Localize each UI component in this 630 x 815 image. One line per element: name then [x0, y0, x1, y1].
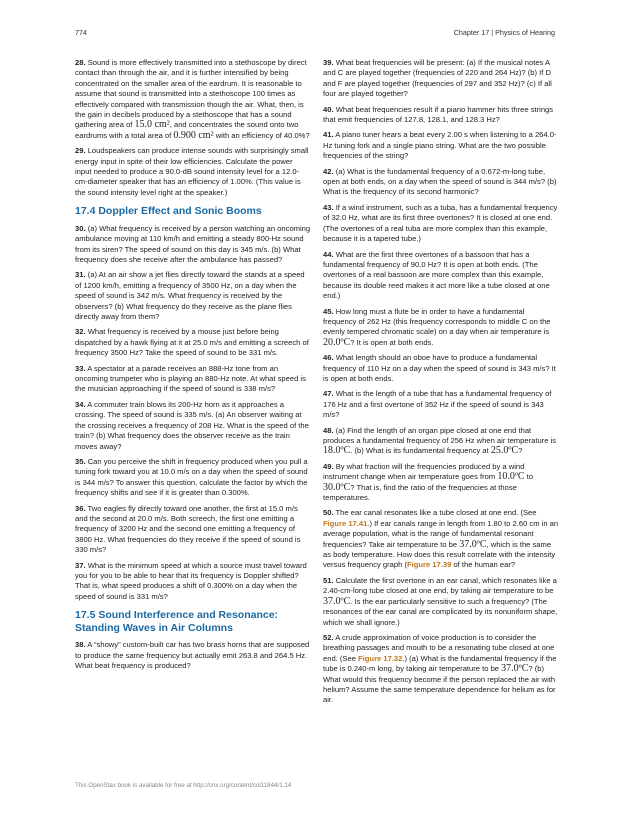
problem-text: (a) What is the fundamental frequency of a 0.672-m-long tube, open at both ends, on a day when the speed of sound is 344 m/s? (b) What is the frequency of its second harmonic? — [323, 166, 557, 197]
problem-number: 48. — [323, 425, 334, 435]
page-number: 774 — [75, 28, 87, 37]
problem-39 — [323, 58, 559, 100]
problem-text: What frequency is received by a mouse just before being dispatched by a hawk flying at it at 25.0 m/s and emitting a screech of frequency 3500 Hz? Take the speed of sound to be 331 m/s. — [75, 327, 309, 358]
problem-text: ? It is open at both ends. — [350, 337, 434, 347]
problem-number: 36. — [75, 503, 86, 513]
problem-text: What length should an oboe have to produce a fundamental frequency of 110 Hz on a day when the speed of sound is 343 m/s? It is open at both ends. — [323, 353, 556, 383]
page-footer: This OpenStax book is available for free at http://cnx.org/content/col11844/1.14 — [75, 782, 292, 789]
problem-37 — [75, 561, 311, 603]
problem-51 — [323, 576, 559, 628]
problem-group-a — [75, 58, 311, 198]
problem-text: If a wind instrument, such as a tuba, has a fundamental frequency of 32.0 Hz, what are its first three overtones? It is closed at one end. (The overtones of a real tuba are more complex than this example, because it is a tapered tube.) — [323, 202, 558, 244]
problem-text: A crude approximation of voice production is to consider the breathing passages and mouth to be a resonating tube closed at one end. (See — [323, 632, 555, 663]
problem-number: 52. — [323, 632, 334, 642]
problem-number: 51. — [323, 575, 334, 585]
problem-43 — [323, 203, 559, 245]
problem-text: ? That is, find the ratio of the frequencies at those temperatures. — [323, 482, 517, 503]
math-expression: 37.0ºC — [501, 663, 529, 675]
problem-text: . (b) What is its fundamental frequency at — [350, 446, 491, 456]
problem-text: What beat frequencies result if a piano hammer hits three strings that emit frequencies of 127.8, 128.1, and 128.3 Hz? — [323, 104, 554, 125]
problem-42 — [323, 167, 559, 198]
problem-number: 35. — [75, 456, 86, 466]
figure-link[interactable]: Figure 17.39 — [407, 560, 452, 570]
problem-number: 31. — [75, 270, 86, 280]
problem-number: 50. — [323, 508, 334, 518]
problem-group-b — [75, 224, 311, 602]
problem-text: .) (a) What is the fundamental frequency if the tube is 0.240-m long, by taking air temperature to be — [323, 653, 557, 674]
problem-text: What is the minimum speed at which a source must travel toward you for you to be able to hear that its frequency is Doppler shifted? That is, what speed produces a shift of 0.300% on a day when the speed of sound is 331 m/s? — [75, 560, 307, 601]
problem-number: 40. — [323, 104, 334, 114]
math-expression: 18.0ºC — [323, 445, 351, 457]
problem-number: 28. — [75, 58, 86, 67]
problem-number: 45. — [323, 306, 334, 316]
problem-text: with an efficiency of 40.0%? — [213, 130, 310, 140]
math-expression: 37.0ºC — [459, 538, 487, 550]
problem-text: A spectator at a parade receives an 888-Hz tone from an oncoming trumpeter who is playing an 880-Hz note. At what speed is the musician approaching if the speed of sound is 338 m/s? — [75, 363, 306, 394]
problem-number: 39. — [323, 58, 334, 67]
problem-30 — [75, 224, 311, 266]
problem-40 — [323, 105, 559, 126]
problem-text: What beat frequencies will be present: (a) If the musical notes A and C are played together (frequencies of 220 and 264 Hz)? (b) If D and F are played together (frequencies of 297 and 352 Hz)? (c) If all four are played together? — [323, 58, 552, 99]
problem-text: Can you perceive the shift in frequency produced when you pull a tuning fork toward you at 10.0 m/s on a day when the speed of sound is 344 m/s? To answer this question, calculate the factor by which the frequency shifts and see if it is greater than 0.300%. — [75, 456, 308, 498]
problem-text: The ear canal resonates like a tube closed at one end. (See — [335, 508, 537, 518]
problem-text: .) If ear canals range in length from 1.80 to 2.60 cm in an average population, what is the range of fundamental resonant frequencies? Take air temperature to be — [323, 518, 559, 549]
problem-text: of the human ear? — [451, 560, 516, 570]
problem-group-c — [75, 640, 311, 671]
problem-text: . Is the ear particularly sensitive to such a frequency? (The resonances of the ear canal are complicated by its nonuniform shape, which we shall ignore.) — [323, 596, 558, 627]
problem-31 — [75, 270, 311, 322]
problem-number: 41. — [323, 130, 334, 140]
right-column — [323, 58, 559, 711]
problem-text: Calculate the first overtone in an ear canal, which resonates like a 2.40-cm-long tube closed at one end, by taking air temperature to be — [323, 575, 557, 596]
problem-text: Loudspeakers can produce intense sounds with surprisingly small energy input in spite of their low efficiencies. Calculate the power input needed to produce a 90.0-dB sound intensity level for a 12.0-cm-diameter speaker that has an efficiency of 1.00%. (This value is the sound intensity level right at the speaker.) — [75, 146, 309, 197]
problem-text: A commuter train blows its 200-Hz horn as it approaches a crossing. The speed of sound is 335 m/s. (a) An observer waiting at the crossing receives a frequency of 208 Hz. What is the speed of the train? (b) What frequency does the observer receive as the train moves away? — [75, 399, 309, 451]
problem-text: ? — [518, 446, 523, 456]
problem-text: (a) What frequency is received by a person watching an oncoming ambulance moving at 110 km/h and emitting a steady 800-Hz sound from its siren? The speed of sound on this day is 345 m/s. (b) What frequency does she receive after the ambulance has passed? — [75, 223, 311, 264]
math-expression: 0.900 cm² — [173, 129, 214, 141]
problem-number: 29. — [75, 146, 86, 156]
problem-number: 30. — [75, 223, 86, 233]
problem-number: 49. — [323, 461, 334, 471]
problem-32 — [75, 327, 311, 358]
problem-number: 42. — [323, 166, 334, 176]
problem-number: 46. — [323, 353, 334, 363]
problem-50 — [323, 508, 559, 570]
problem-47 — [323, 389, 559, 420]
problem-text: Sound is more effectively transmitted into a stethoscope by direct contact than through the air, and it is further intensified by being concentrated on the smaller area of the eardrum. It is reasonable to assume that sound is transmitted into a stethoscope 100 times as effectively compared with transmission though the air. What, then, is the gain in decibels produced by a stethoscope that has a sound gathering area of — [75, 58, 307, 130]
problem-48 — [323, 426, 559, 457]
math-expression: 20.0ºC — [323, 336, 351, 348]
problem-number: 32. — [75, 327, 86, 337]
problem-text: (a) Find the length of an organ pipe closed at one end that produces a fundamental frequency of 256 Hz when air temperature is — [323, 425, 557, 445]
math-expression: 30.0ºC — [323, 481, 351, 493]
problem-text: (a) At an air show a jet flies directly toward the stands at a speed of 1200 km/h, emitting a frequency of 3500 Hz, on a day when the speed of sound is 342 m/s. What frequency is received by the observers? (b) What frequency do they receive as the plane flies directly away from them? — [75, 270, 305, 322]
problem-text: , and concentrates the sound onto two eardrums with a total area of — [75, 120, 299, 140]
problem-number: 38. — [75, 640, 86, 650]
math-expression: 15.0 cm² — [134, 119, 170, 131]
problem-35 — [75, 457, 311, 499]
problem-number: 33. — [75, 363, 86, 373]
problem-text: By what fraction will the frequencies produced by a wind instrument change when air temperature goes from — [323, 461, 525, 482]
problem-text: , which is the same as body temperature. How does this result correlate with the intensity versus frequency graph ( — [323, 539, 556, 570]
problem-text: ? (b) What would this frequency become if the person replaced the air with helium? Assume the same temperature dependence for helium as for air. — [323, 664, 556, 705]
problem-34 — [75, 400, 311, 452]
problem-text: What are the first three overtones of a bassoon that has a fundamental frequency of 90.0 Hz? It is open at both ends. (The overtones of a real bassoon are more complex than this example, because its double reed makes it act more like a tube closed at one end.) — [323, 249, 550, 301]
problem-number: 44. — [323, 249, 334, 259]
math-expression: 37.0ºC — [323, 595, 351, 607]
problem-41 — [323, 130, 559, 161]
problem-28 — [75, 58, 311, 141]
problem-text: What is the length of a tube that has a fundamental frequency of 176 Hz and a first overtone of 352 Hz if the speed of sound is 343 m/s? — [323, 389, 552, 420]
problem-36 — [75, 504, 311, 556]
problem-group-right — [323, 58, 559, 706]
section-heading-doppler: 17.4 Doppler Effect and Sonic Booms — [75, 205, 262, 218]
problem-number: 37. — [75, 560, 86, 570]
problem-46 — [323, 353, 559, 384]
problem-52 — [323, 633, 559, 706]
problem-45 — [323, 307, 559, 349]
section-heading-interference: 17.5 Sound Interference and Resonance: Standing Waves in Air Columns — [75, 609, 279, 634]
problem-text: to — [524, 472, 534, 482]
problem-text: Two eagles fly directly toward one another, the first at 15.0 m/s and the second at 20.0 m/s. Both screech, the first one emitting a frequency of 3200 Hz and the second one emitting a frequency of 3800 Hz. What frequencies do they receive if the speed of sound is 330 m/s? — [75, 503, 301, 555]
problem-44 — [323, 250, 559, 302]
math-expression: 10.0ºC — [497, 471, 525, 483]
problem-number: 34. — [75, 399, 86, 409]
problem-text: A piano tuner hears a beat every 2.00 s when listening to a 264.0-Hz tuning fork and a single piano string. What are the two possible frequencies of the string? — [323, 130, 557, 161]
problem-38 — [75, 640, 311, 671]
chapter-title: Chapter 17 | Physics of Hearing — [453, 28, 555, 37]
problem-33 — [75, 364, 311, 395]
figure-link[interactable]: Figure 17.32 — [358, 653, 403, 663]
problem-text: A “showy” custom-built car has two brass horns that are supposed to produce the same frequency but actually emit 263.8 and 264.5 Hz. What beat frequency is produced? — [75, 640, 310, 670]
problem-number: 47. — [323, 389, 334, 399]
problem-number: 43. — [323, 202, 334, 212]
problem-29 — [75, 146, 311, 198]
left-column — [75, 58, 311, 676]
page-header — [75, 28, 555, 40]
math-expression: 25.0ºC — [490, 445, 519, 457]
problem-text: How long must a flute be in order to have a fundamental frequency of 262 Hz (this frequency corresponds to middle C on the evenly tempered chromatic scale) on a day when air temperature is — [323, 306, 551, 337]
figure-link[interactable]: Figure 17.41 — [323, 518, 368, 528]
problem-49 — [323, 462, 559, 504]
